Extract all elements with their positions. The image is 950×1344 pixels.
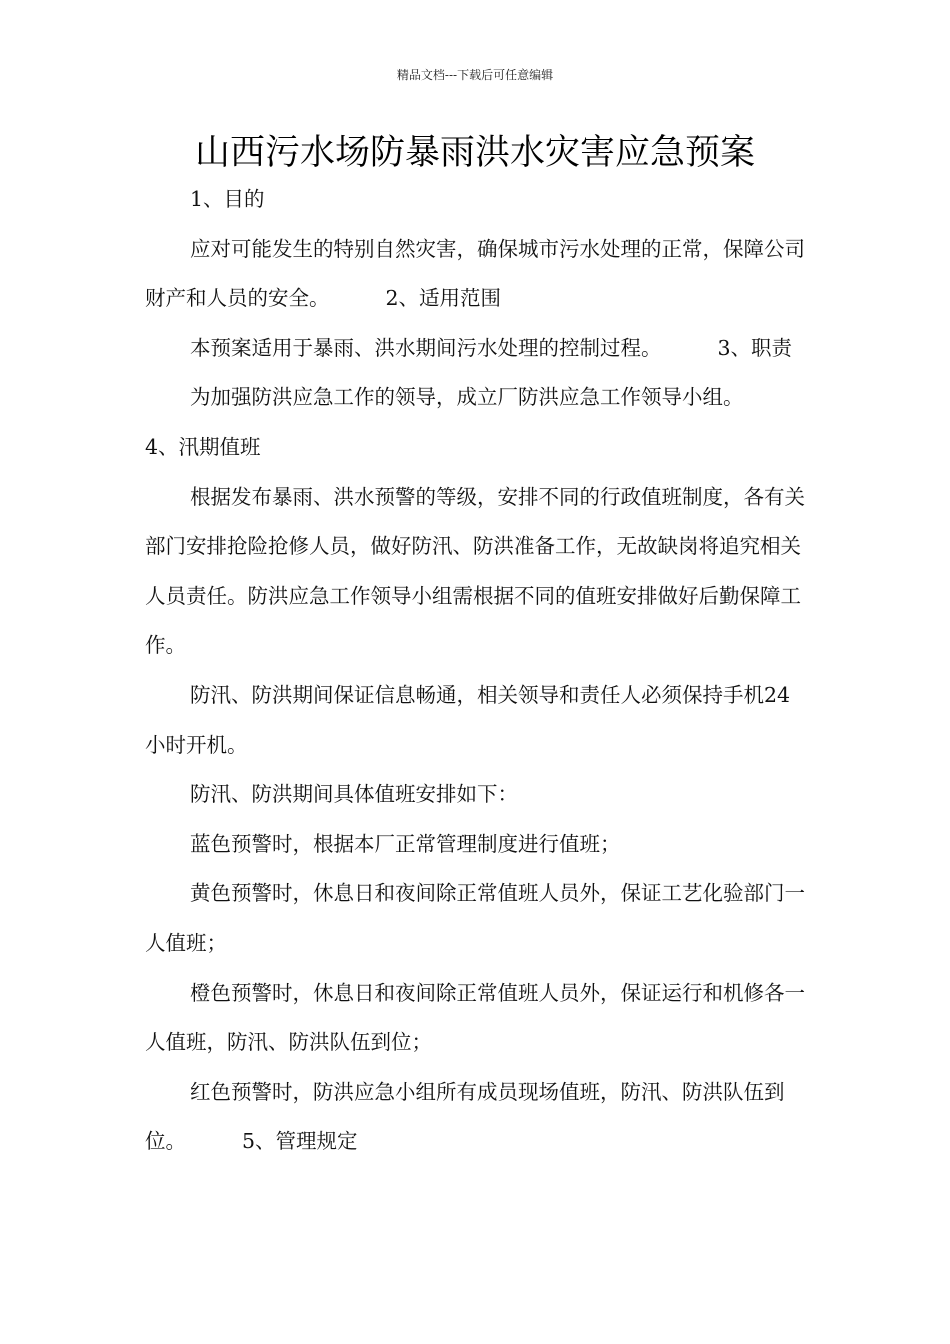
section-heading-management: 5、管理规定 xyxy=(242,1129,358,1154)
paragraph-duty-system: 根据发布暴雨、洪水预警的等级，安排不同的行政值班制度，各有关部门安排抢险抢修人员，做好防汛、防洪准备工作，无故缺岗将追究相关人员责任。防洪应急工作领导小组需根据不同的值班安排做好后勤保障工作。 xyxy=(145,484,805,658)
paragraph-blue-alert: 蓝色预警时，根据本厂正常管理制度进行值班； xyxy=(190,831,621,856)
paragraph-duty-arrangement: 防汛、防洪期间具体值班安排如下： xyxy=(190,782,518,807)
paragraph-yellow-alert: 黄色预警时，休息日和夜间除正常值班人员外，保证工艺化验部门一人值班； xyxy=(145,881,805,955)
paragraph-purpose: 应对可能发生的特别自然灾害，确保城市污水处理的正常，保障公司财产和人员的安全。 2、适用范围 xyxy=(145,236,805,311)
paragraph-red-alert: 红色预警时，防洪应急小组所有成员现场值班，防汛、防洪队伍到位。 5、管理规定 xyxy=(145,1079,785,1154)
paragraph-communication: 防汛、防洪期间保证信息畅通，相关领导和责任人必须保持手机24小时开机。 xyxy=(145,682,791,757)
header-note: 精品文档---下载后可任意编辑 xyxy=(396,68,554,82)
section-heading-duties: 3、职责 xyxy=(717,335,793,360)
section-heading-flood-duty: 4、汛期值班 xyxy=(145,434,261,459)
section-heading-scope: 2、适用范围 xyxy=(385,286,502,311)
document-body xyxy=(145,175,810,1167)
document-title: 山西污水场防暴雨洪水灾害应急预案 xyxy=(194,133,755,173)
paragraph-orange-alert: 橙色预警时，休息日和夜间除正常值班人员外，保证运行和机修各一人值班，防汛、防洪队伍到位； xyxy=(145,980,805,1055)
paragraph-duties: 为加强防洪应急工作的领导，成立厂防洪应急工作领导小组。 xyxy=(190,385,744,410)
section-heading-purpose: 1、目的 xyxy=(190,187,265,211)
paragraph-scope: 本预案适用于暴雨、洪水期间污水处理的控制过程。 3、职责 xyxy=(190,335,793,360)
